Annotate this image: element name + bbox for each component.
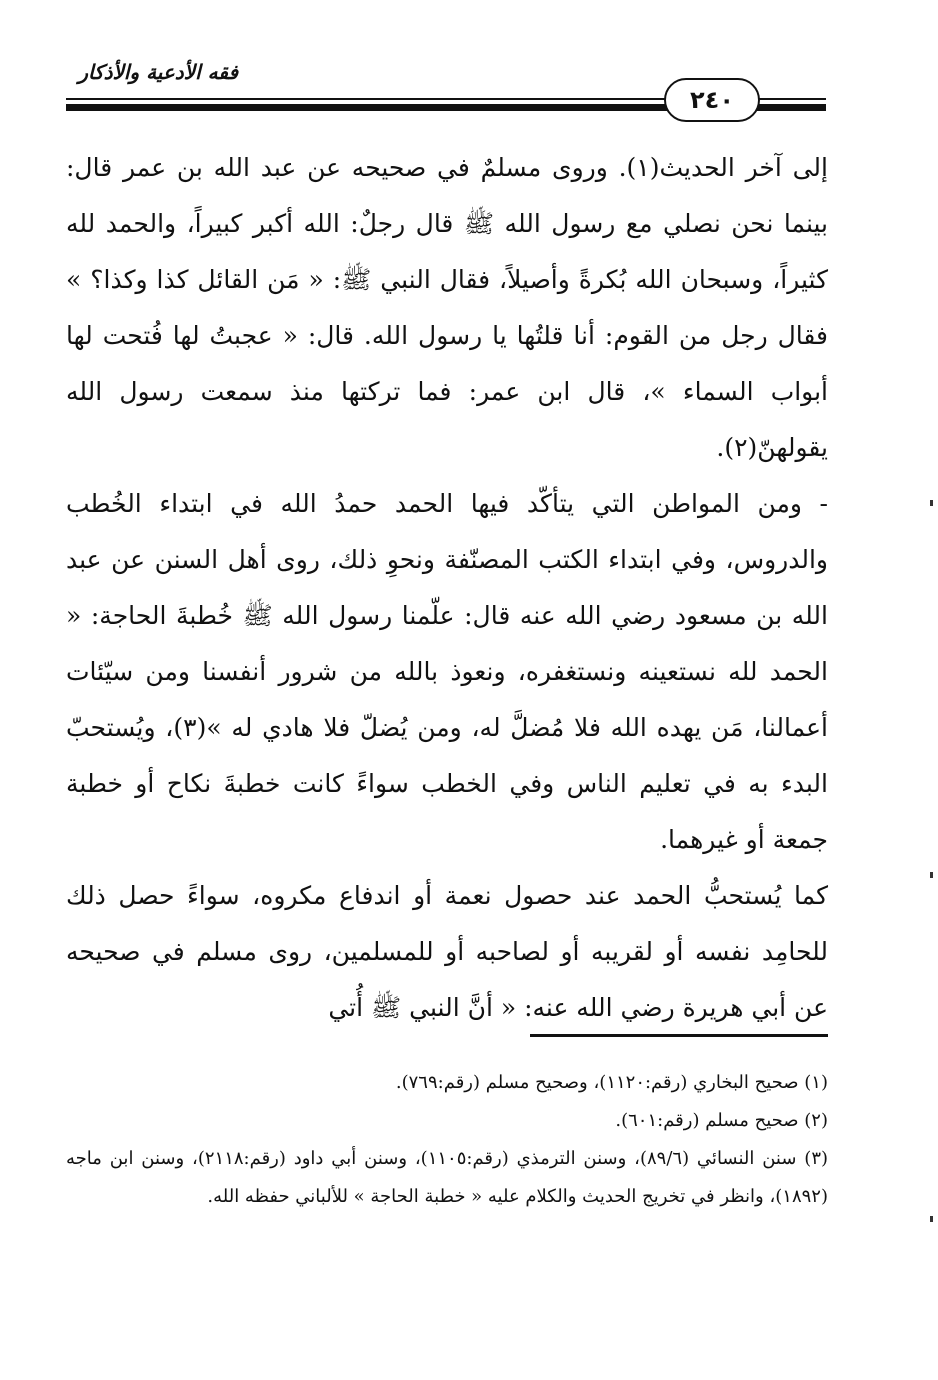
footnote-3: (٣) سنن النسائي (٨٩/٦)، وسنن الترمذي (رقم:١١٠٥)، وسنن أبي داود (رقم:٢١١٨)، وسنن ابن ماجه (١٨٩٢)، وانظر في تخريج الحديث والكلام عليه « خطبة الحاجة » للألباني حفظه الله. [66,1148,829,1207]
page-number-badge: ٢٤٠ [664,78,760,122]
paragraph-2: - ومن المواطن التي يتأكّد فيها الحمد حمدُ الله في ابتداء الخُطب والدروس، وفي ابتداء الكتب المصنّفة ونحوِ ذلك، روى أهل السنن عن عبد الله بن مسعود رضي الله عنه قال: علّمنا رسول الله ﷺ خُطبةَ الحاجة: « الحمد لله نستعينه ونستغفره، ونعوذ بالله من شرور أنفسنا ومن سيّئات أعمالنا، مَن يهده الله فلا مُضلَّ له، ومن يُضلّ فلا هادي له »(٣)، ويُستحبّ البدء به في تعليم الناس وفي الخطب سواءً كانت خطبةَ نكاح أو خطبة جمعة أو غيرهما. [66,489,829,854]
running-header-title: فقه الأدعية والأذكار [78,60,238,84]
scan-mark [930,872,933,878]
paragraph-3: كما يُستحبُّ الحمد عند حصول نعمة أو اندفاع مكروه، سواءً حصل ذلك للحامِد نفسه أو لقريبه أو لصاحبه أو للمسلمين، روى مسلم في صحيحه عن أبي هريرة رضي الله عنه: « أنَّ النبي ﷺ أُتي [66,881,828,1022]
footnotes [66,1064,828,1216]
footnote-1: (١) صحيح البخاري (رقم:١١٢٠)، وصحيح مسلم (رقم:٧٦٩). [395,1072,828,1093]
paragraph-1: إلى آخر الحديث(١). وروى مسلمٌ في صحيحه عن عبد الله بن عمر قال: بينما نحن نصلي مع رسول الله ﷺ قال رجلٌ: الله أكبر كبيراً، والحمد لله كثيراً، وسبحان الله بُكرةً وأصيلاً، فقال النبي ﷺ: « مَن القائل كذا وكذا؟ » فقال رجل من القوم: أنا قلتُها يا رسول الله. قال: « عجبتُ لها فُتحت لها أبواب السماء »، قال ابن عمر: فما تركتها منذ سمعت رسول الله يقولهنّ(٢). [66,153,828,462]
footnote-2: (٢) صحيح مسلم (رقم:٦٠١). [615,1110,828,1131]
main-text [66,140,828,1036]
scan-mark [930,1216,933,1222]
scan-mark [930,500,933,506]
footnote-separator [530,1034,828,1037]
